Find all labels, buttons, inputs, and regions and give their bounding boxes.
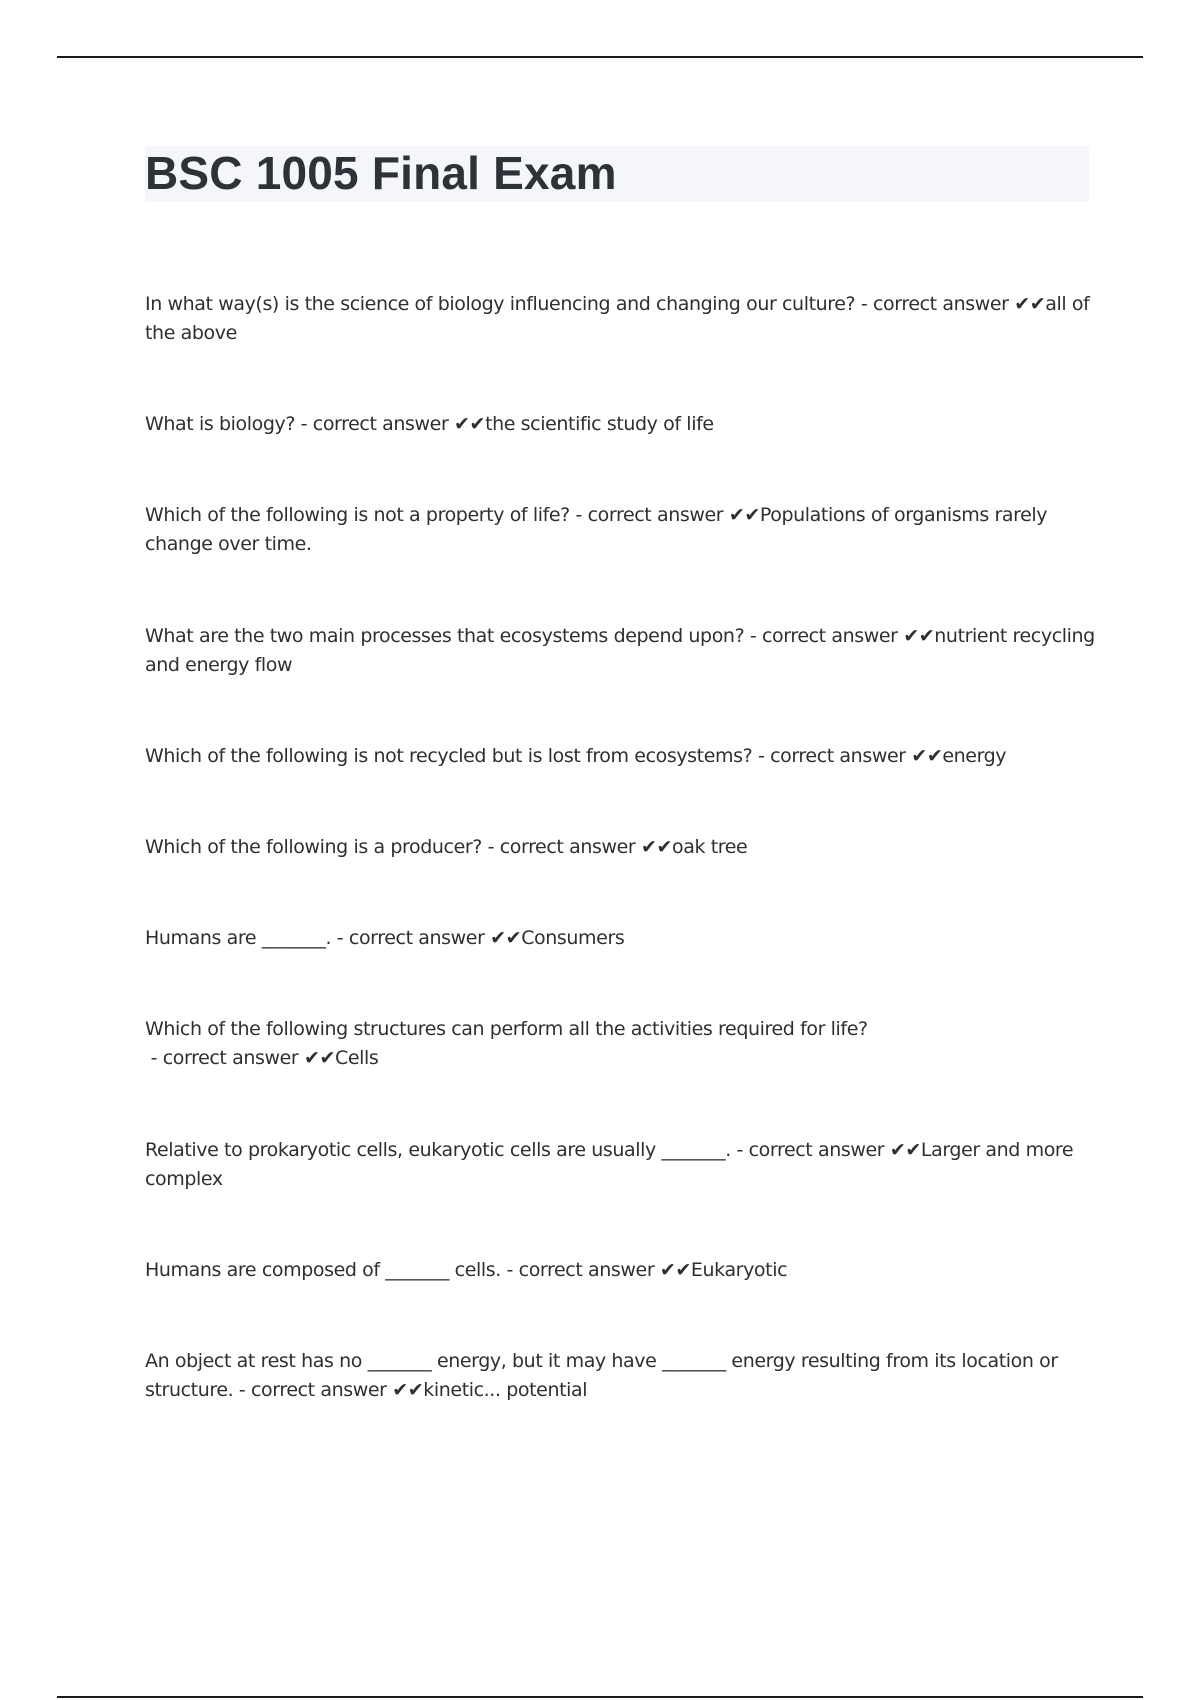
check-mark-icon: ✔✔: [303, 1047, 336, 1069]
check-mark-icon: ✔✔: [903, 625, 935, 647]
question-text: An object at rest has no _______ energy, but it may have _______ energy resulting from its location or structure.: [145, 1350, 1058, 1401]
answer-separator: - correct answer: [331, 927, 491, 949]
question-text: Humans are composed of _______ cells.: [145, 1259, 501, 1281]
footer-rule: [57, 1696, 1143, 1698]
question-text: Relative to prokaryotic cells, eukaryotic cells are usually _______.: [145, 1139, 731, 1161]
answer-text: Larger and more complex: [145, 1139, 1074, 1190]
check-mark-icon: ✔✔: [728, 504, 760, 526]
answer-separator: - correct answer: [481, 836, 641, 858]
answer-text: Consumers: [521, 927, 625, 949]
question-text: Humans are _______.: [145, 927, 332, 949]
check-mark-icon: ✔✔: [392, 1379, 424, 1401]
qa-item: [145, 410, 1095, 439]
question-text: What are the two main processes that ecosystems depend upon?: [145, 625, 745, 647]
qa-item: [145, 501, 1095, 559]
answer-text: Eukaryotic: [690, 1259, 788, 1281]
qa-item: [145, 924, 1095, 953]
check-mark-icon: ✔✔: [1014, 293, 1046, 315]
answer-text: all of the above: [145, 293, 1090, 344]
qa-item: [145, 742, 1095, 771]
answer-separator: - correct answer: [569, 504, 729, 526]
qa-item: [145, 1015, 1095, 1073]
answer-separator: - correct answer: [500, 1259, 660, 1281]
answer-separator: - correct answer: [295, 413, 455, 435]
check-mark-icon: ✔✔: [454, 413, 486, 435]
answer-text: oak tree: [672, 836, 748, 858]
question-text: Which of the following structures can perform all the activities required for life?: [145, 1018, 868, 1040]
answer-separator: - correct answer: [752, 745, 912, 767]
page-title: BSC 1005 Final Exam: [145, 147, 617, 199]
answer-separator: - correct answer: [855, 293, 1015, 315]
question-text: What is biology?: [145, 413, 296, 435]
answer-separator: - correct answer: [145, 1047, 304, 1069]
question-text: Which of the following is not a property of life?: [145, 504, 570, 526]
check-mark-icon: ✔✔: [911, 745, 943, 767]
qa-item: [145, 1347, 1095, 1405]
question-text: Which of the following is a producer?: [145, 836, 482, 858]
qa-item: [145, 290, 1095, 348]
answer-separator: - correct answer: [744, 625, 904, 647]
answer-text: Cells: [335, 1047, 379, 1069]
check-mark-icon: ✔✔: [659, 1259, 691, 1281]
answer-text: Populations of organisms rarely change over time.: [145, 504, 1048, 555]
qa-item: [145, 1256, 1095, 1285]
answer-text: nutrient recycling and energy flow: [145, 625, 1095, 676]
check-mark-icon: ✔✔: [889, 1139, 921, 1161]
qa-item: [145, 1136, 1095, 1194]
check-mark-icon: ✔✔: [640, 836, 672, 858]
qa-item: [145, 622, 1095, 680]
question-text: In what way(s) is the science of biology influencing and changing our culture?: [145, 293, 856, 315]
question-text: Which of the following is not recycled but is lost from ecosystems?: [145, 745, 753, 767]
answer-separator: - correct answer: [233, 1379, 393, 1401]
header-rule: [57, 56, 1143, 58]
qa-item: [145, 833, 1095, 862]
answer-text: kinetic... potential: [423, 1379, 588, 1401]
check-mark-icon: ✔✔: [490, 927, 522, 949]
answer-text: the scientific study of life: [485, 413, 714, 435]
answer-text: energy: [942, 745, 1007, 767]
answer-separator: - correct answer: [730, 1139, 890, 1161]
